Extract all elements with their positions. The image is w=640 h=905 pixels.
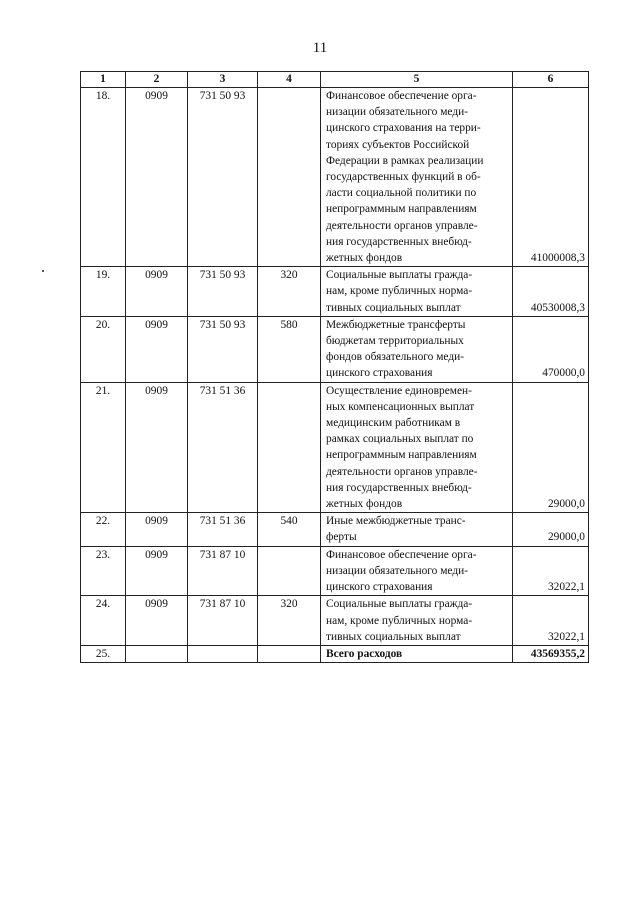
target-article-code: 731 87 10: [188, 596, 258, 646]
section-code: 0909: [126, 546, 188, 596]
header-cell-3: 3: [188, 72, 258, 88]
target-article-code: 731 50 93: [188, 316, 258, 382]
header-cell-4: 4: [258, 72, 321, 88]
table-row: [81, 88, 589, 267]
row-amount: 470000,0: [513, 316, 589, 382]
target-article-code: 731 50 93: [188, 267, 258, 317]
row-description: Межбюджетные трансферты бюджетам территориальных фондов обязательного меди- цинского страхования: [321, 316, 513, 382]
row-number: 22.: [81, 513, 126, 546]
row-amount: 32022,1: [513, 546, 589, 596]
table-row: [81, 596, 589, 646]
total-amount: 43569355,2: [513, 645, 589, 662]
section-code: 0909: [126, 267, 188, 317]
row-number: 23.: [81, 546, 126, 596]
row-amount: 29000,0: [513, 513, 589, 546]
row-description: Осуществление единовремен- ных компенсационных выплат медицинским работникам в рамках социальных выплат по непрограммным направлениям деятельности органов управле- ния государственных внебюд- жетных фондов: [321, 382, 513, 513]
page-number: 11: [312, 40, 328, 56]
empty-cell-section: [126, 645, 188, 662]
stray-scan-mark: [42, 270, 44, 272]
row-number: 20.: [81, 316, 126, 382]
header-cell-2: 2: [126, 72, 188, 88]
row-number: 24.: [81, 596, 126, 646]
header-row: [81, 72, 589, 88]
expense-type-code: 320: [258, 596, 321, 646]
section-code: 0909: [126, 513, 188, 546]
expense-type-code: 540: [258, 513, 321, 546]
expense-type-code: [258, 88, 321, 267]
row-number: 21.: [81, 382, 126, 513]
row-number: 18.: [81, 88, 126, 267]
table-row: [81, 513, 589, 546]
expense-type-code: 580: [258, 316, 321, 382]
total-row-number: 25.: [81, 645, 126, 662]
row-description: Финансовое обеспечение орга- низации обязательного меди- цинского страхования на терри- ториях субъектов Российской Федерации в рамках реализации государственных функций в об- ласти социальной политики по непрограммным направлениям деятельности органов управле- ния государственных внебюд- жетных фондов: [321, 88, 513, 267]
target-article-code: 731 51 36: [188, 513, 258, 546]
expense-type-code: 320: [258, 267, 321, 317]
expense-type-code: [258, 382, 321, 513]
row-amount: 29000,0: [513, 382, 589, 513]
table-body: [81, 88, 589, 663]
header-cell-6: 6: [513, 72, 589, 88]
table-row: [81, 316, 589, 382]
expense-type-code: [258, 546, 321, 596]
row-number: 19.: [81, 267, 126, 317]
section-code: 0909: [126, 382, 188, 513]
row-amount: 32022,1: [513, 596, 589, 646]
row-amount: 40530008,3: [513, 267, 589, 317]
expenditure-table: [80, 71, 589, 663]
target-article-code: 731 87 10: [188, 546, 258, 596]
total-label: Всего расходов: [321, 645, 513, 662]
target-article-code: 731 51 36: [188, 382, 258, 513]
section-code: 0909: [126, 316, 188, 382]
row-description: Социальные выплаты гражда- нам, кроме публичных норма- тивных социальных выплат: [321, 596, 513, 646]
row-description: Социальные выплаты гражда- нам, кроме публичных норма- тивных социальных выплат: [321, 267, 513, 317]
table-row: [81, 546, 589, 596]
table-row: [81, 267, 589, 317]
empty-cell-type: [258, 645, 321, 662]
row-amount: 41000008,3: [513, 88, 589, 267]
row-description: Финансовое обеспечение орга- низации обязательного меди- цинского страхования: [321, 546, 513, 596]
row-description: Иные межбюджетные транс- ферты: [321, 513, 513, 546]
section-code: 0909: [126, 88, 188, 267]
empty-cell-target: [188, 645, 258, 662]
total-row: [81, 645, 589, 662]
header-cell-5: 5: [321, 72, 513, 88]
section-code: 0909: [126, 596, 188, 646]
header-cell-1: 1: [81, 72, 126, 88]
target-article-code: 731 50 93: [188, 88, 258, 267]
table-row: [81, 382, 589, 513]
